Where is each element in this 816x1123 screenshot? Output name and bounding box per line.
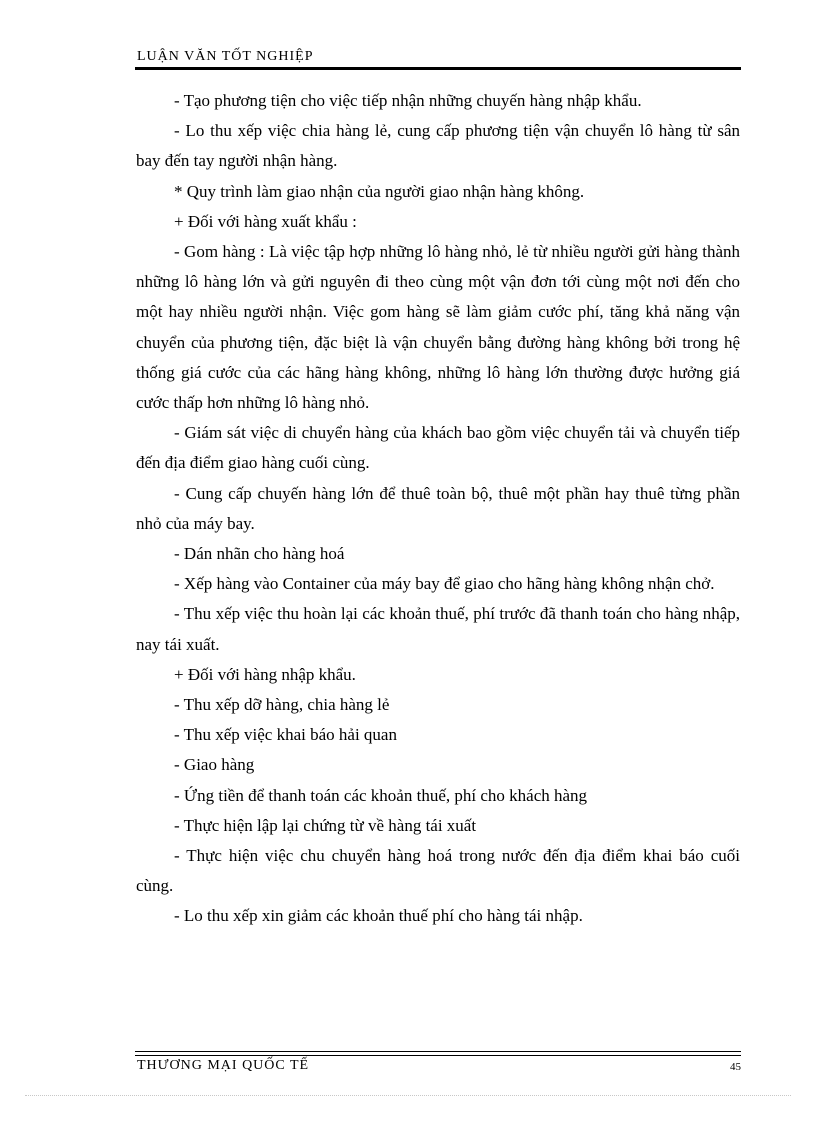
paragraph: - Thu xếp việc khai báo hải quan (174, 725, 397, 745)
page-number: 45 (730, 1061, 741, 1073)
paragraph: + Đối với hàng nhập khẩu. (174, 664, 356, 684)
paragraph: - Thực hiện việc chu chuyển hàng hoá trong nước đến địa điểm khai báo cuối cùng. (136, 846, 740, 896)
paragraph: - Thực hiện lập lại chứng từ về hàng tái xuất (174, 815, 477, 835)
paragraph: - Cung cấp chuyến hàng lớn để thuê toàn bộ, thuê một phần hay thuê từng phần nhỏ của máy bay. (136, 483, 740, 533)
paragraph: - Thu xếp dỡ hàng, chia hàng lẻ (174, 695, 390, 715)
paragraph: - Gom hàng : Là việc tập hợp những lô hàng nhỏ, lẻ từ nhiều người gửi hàng thành những lô hàng lớn và gửi nguyên đi theo cùng một vận đơn tới cùng một nơi đến cho một hay nhiều người nhận. Việc gom hàng sẽ làm giảm cước phí, tăng khả năng vận chuyển của phương tiện, đặc biệt là vận chuyển bằng đường hàng không bởi trong hệ thống giá cước của các hãng hàng không, những lô hàng lớn thường được hưởng giá cước thấp hơn những lô hàng nhỏ. (136, 242, 740, 413)
paragraph: - Thu xếp việc thu hoàn lại các khoản thuế, phí trước đã thanh toán cho hàng nhập, nay tái xuất. (136, 604, 740, 654)
paragraph: - Xếp hàng vào Container của máy bay để giao cho hãng hàng không nhận chở. (174, 574, 715, 594)
paragraph: - Lo thu xếp xin giảm các khoản thuế phí cho hàng tái nhập. (174, 906, 583, 926)
body-text (136, 86, 740, 932)
paragraph: * Quy trình làm giao nhận của người giao nhận hàng không. (174, 181, 585, 201)
paragraph: - Tạo phương tiện cho việc tiếp nhận những chuyến hàng nhập khẩu. (174, 91, 642, 110)
header-rule (135, 67, 741, 70)
paragraph: - Giám sát việc di chuyển hàng của khách bao gồm việc chuyển tải và chuyển tiếp đến địa điểm giao hàng cuối cùng. (136, 423, 740, 473)
header-title: LUẬN VĂN TỐT NGHIỆP (137, 49, 314, 64)
page-boundary-line (25, 1095, 791, 1096)
footer-title: THƯƠNG MẠI QUỐC TẾ (137, 1058, 310, 1073)
paragraph: - Giao hàng (174, 755, 255, 775)
paragraph: + Đối với hàng xuất khẩu : (174, 211, 357, 231)
paragraph: - Ứng tiền để thanh toán các khoản thuế, phí cho khách hàng (174, 785, 588, 805)
paragraph: - Lo thu xếp việc chia hàng lẻ, cung cấp phương tiện vận chuyển lô hàng từ sân bay đến tay người nhận hàng. (136, 121, 740, 171)
footer-rule (135, 1051, 741, 1056)
paragraph: - Dán nhãn cho hàng hoá (174, 544, 345, 564)
